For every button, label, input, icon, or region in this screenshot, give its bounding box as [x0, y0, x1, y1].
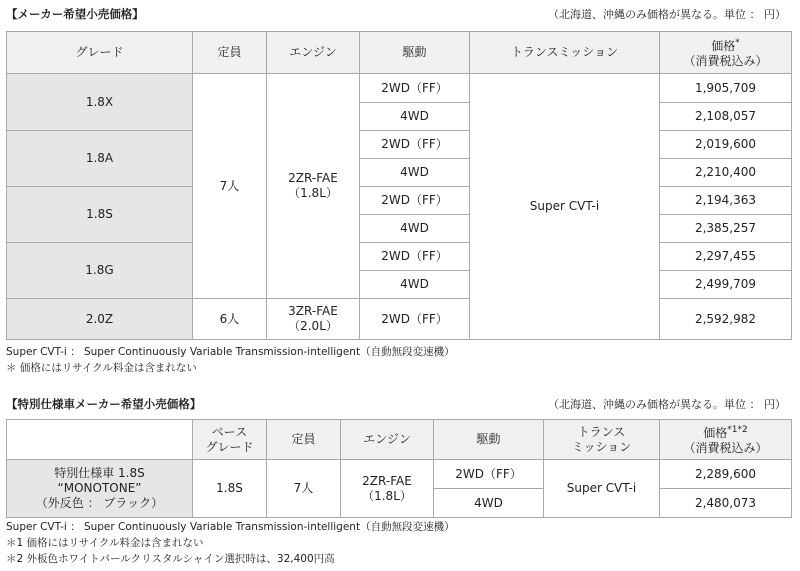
engine-displacement: （1.8L） — [288, 186, 338, 200]
header-transmission-line2: ミッション — [571, 439, 632, 454]
transmission-cell: Super CVT-i — [470, 74, 660, 340]
section1-header — [0, 4, 800, 22]
table-row — [7, 131, 792, 159]
price-cell: 1,905,709 — [660, 74, 792, 103]
drive-cell: 2WD（FF） — [434, 460, 544, 489]
header-price-mark: * — [735, 38, 740, 48]
special-model-cell — [7, 460, 193, 518]
special-model-line1: 特別仕様車 1.8S — [54, 466, 145, 480]
header-base-grade-line1: ベース — [211, 424, 248, 439]
footnote: Super CVT-i ： Super Continuously Variable Transmission-intelligent（自動無段変速機） — [6, 346, 455, 358]
header-price-tax: （消費税込み） — [683, 441, 768, 455]
header-price-tax: （消費税込み） — [683, 54, 768, 68]
footnotes-2 — [6, 519, 455, 567]
grade-cell: 2.0Z — [7, 299, 193, 340]
grade-cell: 1.8A — [7, 131, 193, 187]
header-transmission — [544, 420, 660, 460]
price-table — [6, 31, 792, 340]
grade-cell: 1.8G — [7, 243, 193, 299]
engine-cell — [267, 74, 360, 299]
drive-cell: 4WD — [360, 271, 470, 299]
footnote: ＊1 価格にはリサイクル料金は含まれない — [6, 537, 204, 549]
drive-cell: 2WD（FF） — [360, 243, 470, 271]
grade-cell: 1.8S — [7, 187, 193, 243]
footnote: ＊ 価格にはリサイクル料金は含まれない — [6, 362, 197, 374]
price-cell: 2,385,257 — [660, 215, 792, 243]
header-price-label: 価格 — [703, 426, 728, 440]
price-cell: 2,499,709 — [660, 271, 792, 299]
section2-title: 【特別仕様車メーカー希望小売価格】 — [6, 397, 202, 411]
table-row — [7, 460, 792, 489]
table-header-row — [7, 420, 792, 460]
engine-cell — [341, 460, 434, 518]
engine-name: 2ZR-FAE — [288, 171, 338, 185]
price-cell: 2,108,057 — [660, 103, 792, 131]
capacity-cell: 7人 — [267, 460, 341, 518]
header-base-grade — [193, 420, 267, 460]
drive-cell: 4WD — [360, 103, 470, 131]
table-row — [7, 243, 792, 271]
special-model-line2: “MONOTONE” — [57, 481, 142, 495]
price-cell: 2,297,455 — [660, 243, 792, 271]
capacity-cell: 7人 — [193, 74, 267, 299]
engine-cell — [267, 299, 360, 340]
section1-note: （北海道、沖縄のみ価格が異なる。単位 ： 円） — [548, 8, 786, 21]
special-model-line3: （外反色 ： ブラック） — [35, 496, 164, 510]
header-price-label: 価格 — [711, 39, 736, 53]
header-capacity: 定員 — [267, 420, 341, 460]
footnote: Super CVT-i ： Super Continuously Variable Transmission-intelligent（自動無段変速機） — [6, 521, 455, 533]
section1-title: 【メーカー希望小売価格】 — [6, 7, 144, 21]
engine-name: 2ZR-FAE — [362, 473, 412, 488]
transmission-cell: Super CVT-i — [544, 460, 660, 518]
header-price — [660, 32, 792, 74]
footnote: ＊2 外板色ホワイトパールクリスタルシャイン選択時は、32,400円高 — [6, 553, 335, 565]
header-base-grade-line2: グレード — [205, 439, 254, 454]
grade-cell: 1.8X — [7, 74, 193, 131]
header-drive: 駆動 — [360, 32, 470, 74]
footnotes-1 — [6, 344, 455, 376]
capacity-cell: 6人 — [193, 299, 267, 340]
engine-displacement: （1.8L） — [362, 488, 412, 503]
table-row — [7, 299, 792, 340]
section2-header — [0, 394, 800, 412]
engine-displacement: （2.0L） — [288, 319, 338, 333]
price-cell: 2,480,073 — [660, 489, 792, 518]
price-cell: 2,289,600 — [660, 460, 792, 489]
base-grade-cell: 1.8S — [193, 460, 267, 518]
table-row — [7, 187, 792, 215]
drive-cell: 2WD（FF） — [360, 74, 470, 103]
price-cell: 2,194,363 — [660, 187, 792, 215]
table-header-row — [7, 32, 792, 74]
drive-cell: 4WD — [360, 159, 470, 187]
special-edition-table — [6, 419, 792, 518]
drive-cell: 2WD（FF） — [360, 187, 470, 215]
table-row — [7, 74, 792, 103]
header-engine: エンジン — [267, 32, 360, 74]
drive-cell: 4WD — [434, 489, 544, 518]
drive-cell: 2WD（FF） — [360, 131, 470, 159]
engine-name: 3ZR-FAE — [288, 304, 338, 318]
drive-cell: 2WD（FF） — [360, 299, 470, 340]
price-cell: 2,210,400 — [660, 159, 792, 187]
header-drive: 駆動 — [434, 420, 544, 460]
header-price-mark: *1*2 — [727, 425, 748, 435]
drive-cell: 4WD — [360, 215, 470, 243]
header-engine: エンジン — [341, 420, 434, 460]
header-transmission: トランスミッション — [470, 32, 660, 74]
header-blank — [7, 420, 193, 460]
header-grade: グレード — [7, 32, 193, 74]
header-capacity: 定員 — [193, 32, 267, 74]
header-transmission-line1: トランス — [577, 424, 626, 439]
price-cell: 2,019,600 — [660, 131, 792, 159]
header-price — [660, 420, 792, 460]
price-cell: 2,592,982 — [660, 299, 792, 340]
section2-note: （北海道、沖縄のみ価格が異なる。単位 ： 円） — [548, 398, 786, 411]
